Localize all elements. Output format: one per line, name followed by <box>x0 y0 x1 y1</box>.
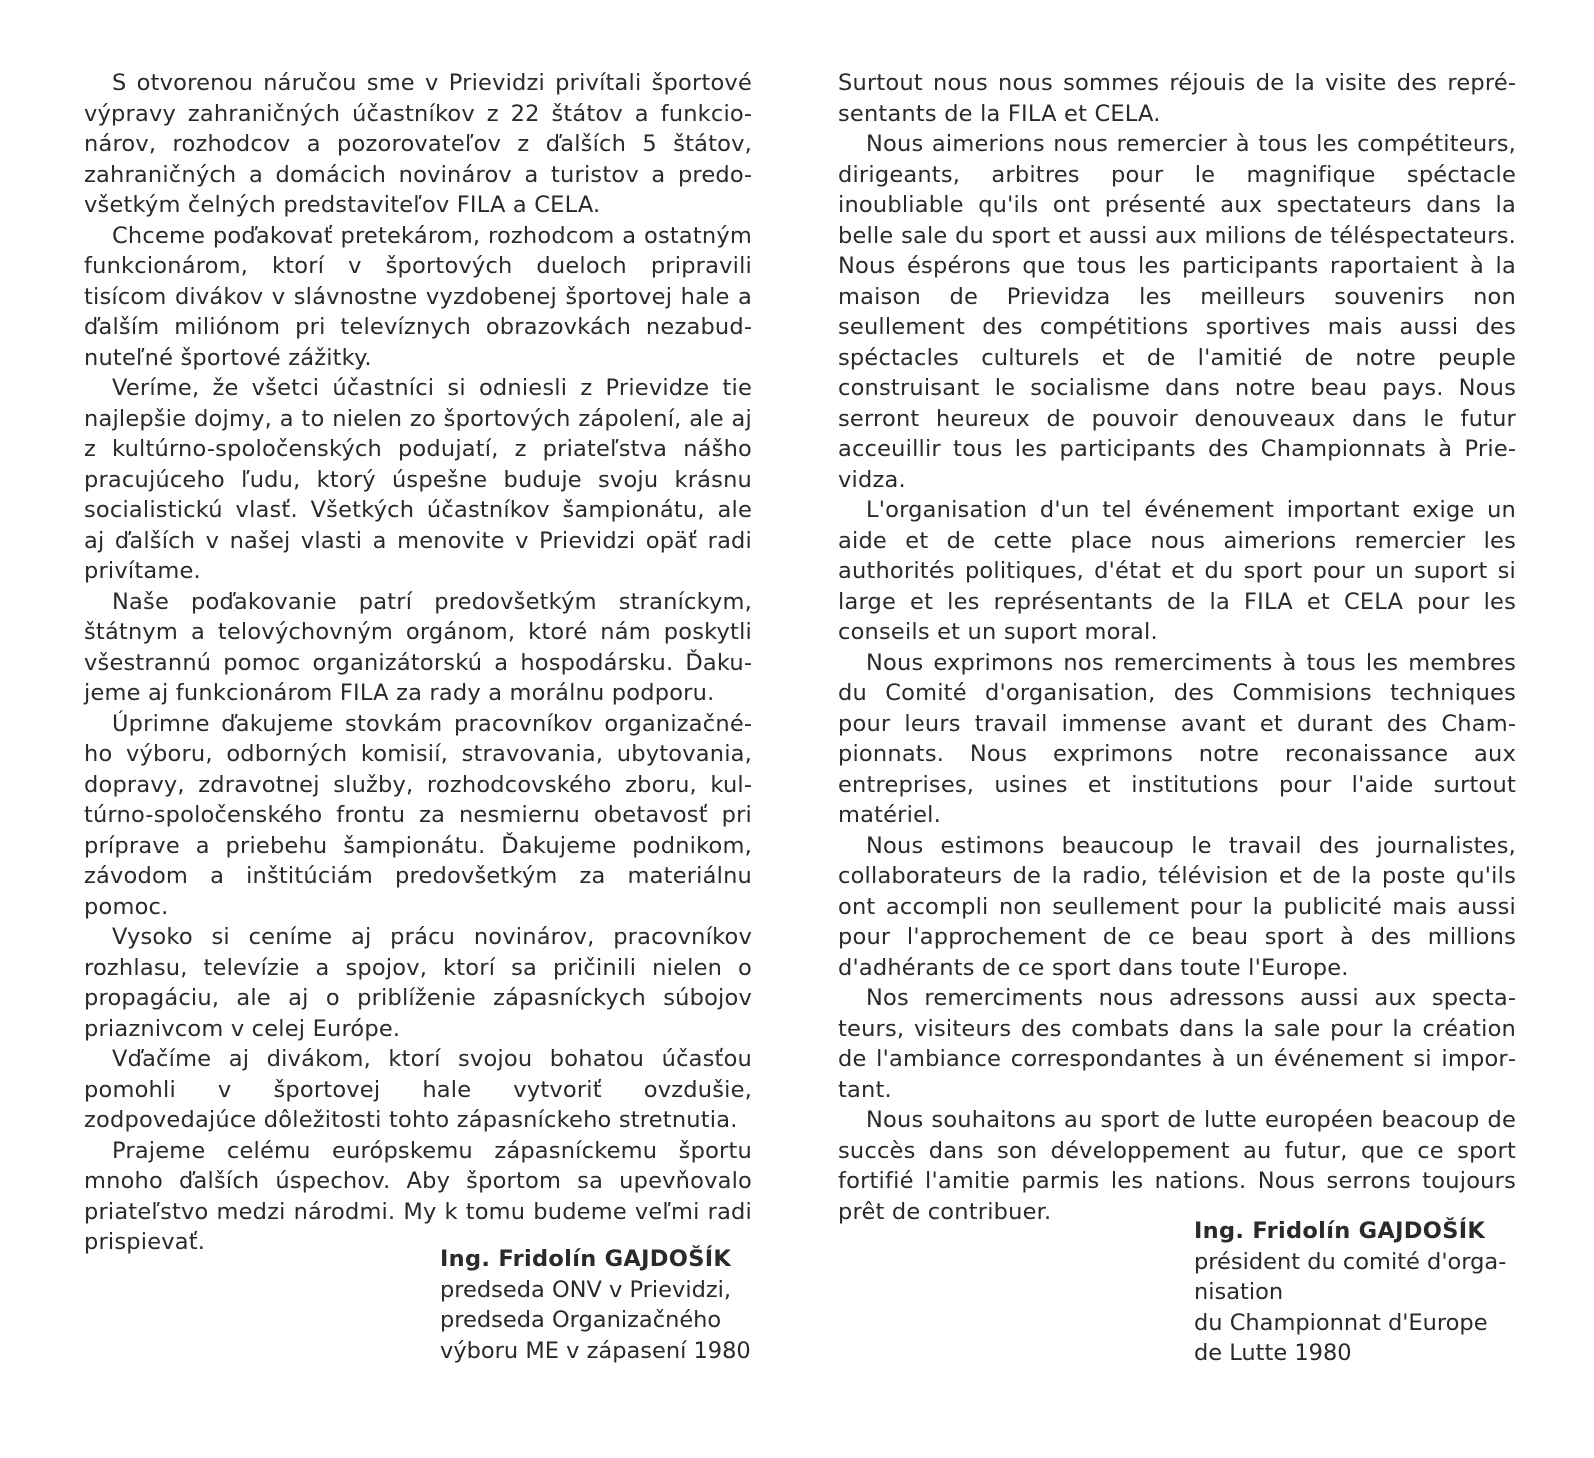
right-signature-block <box>1194 1216 1506 1369</box>
right-column-french <box>838 68 1516 1227</box>
left-paragraph-7: Vďačíme aj divákom, ktorí svojou bohatou účasťou pomohli v športovej hale vytvoriť ovzdušie, zodpovedajúce dôležitosti tohto zápasníckeho stretnutia. <box>84 1046 752 1133</box>
left-paragraph-3: Veríme, že všetci účastníci si odniesli z Prievidze tie najlepšie dojmy, a to nielen zo športových zápolení, ale aj z kultúrno-spoločenských podujatí, z priateľstva nášho pracujúceho ľudu, ktorý úspešne buduje svoju krásnu socialistickú vlasť. Všetkých účastníkov šampionátu, ale aj ďalších v našej vlasti a menovite v Prievidzi opäť radi privítame. <box>84 375 752 584</box>
left-column-slovak <box>84 68 752 1258</box>
left-signature-line-1: predseda ONV v Prievidzi, <box>440 1276 732 1303</box>
left-signature-line-3: výboru ME v zápasení 1980 <box>440 1337 751 1364</box>
right-paragraph-2: Nous aimerions nous remercier à tous les compétiteurs, dirigeants, arbitres pour le magnifique spéctacle inoubliable qu'ils ont présenté aux spectateurs dans la belle sale du sport et aussi aux milions de téléspectateurs. Nous éspérons que tous les participants raportaient à la maison de Prievidza les meilleurs souvenirs non seullement des compétitions sportives mais aussi des spéctacles culturels et de l'amitié de notre peuple construisant le socialisme dans notre beau pays. Nous serront heureux de pouvoir denouveaux dans le futur acceuillir tous les participants des Championnats à Prievidza. <box>838 131 1516 493</box>
right-paragraph-7: Nous souhaitons au sport de lutte européen beacoup de succès dans son développement au futur, que ce sport fortifié l'amitie parmis les nations. Nous serrons toujours prêt de contribuer. <box>838 1107 1516 1225</box>
right-signature-line-2: nisation <box>1194 1279 1284 1305</box>
right-signature-line-4: de Lutte 1980 <box>1194 1340 1352 1366</box>
left-paragraph-4: Naše poďakovanie patrí predovšetkým straníckym, štátnym a telovýchovným orgánom, ktoré nám poskytli všestrannú pomoc organizátorskú a hospodársku. Ďakujeme aj funkcionárom FILA za rady a morálnu podporu. <box>84 588 752 706</box>
left-signature-line-2: predseda Organizačného <box>440 1307 722 1333</box>
right-paragraph-4: Nous exprimons nos remerciments à tous les membres du Comité d'organisation, des Commisions techniques pour leurs travail immense avant et durant des Championnats. Nous exprimons notre reconaissance aux entreprises, usines et institutions pour l'aide surtout matériel. <box>838 649 1516 828</box>
left-paragraph-5: Úprimne ďakujeme stovkám pracovníkov organizačného výboru, odborných komisií, stravovania, ubytovania, dopravy, zdravotnej služby, rozhodcovského zboru, kultúrno-spoločenského frontu za nesmiernu obetavosť pri príprave a priebehu šampionátu. Ďakujeme podnikom, závodom a inštitúciám predovšetkým za materiálnu pomoc. <box>84 710 752 920</box>
right-signature-line-3: du Championnat d'Europe <box>1194 1309 1488 1336</box>
left-paragraph-2: Chceme poďakovať pretekárom, rozhodcom a ostatným funkcionárom, ktorí v športových dueloch pripravili tisícom divákov v slávnostne vyzdobenej športovej hale a ďalším miliónom pri televíznych obrazovkách nezabudnuteľné športové zážitky. <box>84 222 752 371</box>
right-paragraph-3: L'organisation d'un tel événement important exige un aide et de cette place nous aimerions remercier les authorités politiques, d'état et du sport pour un suport si large et les représentants de la FILA et CELA pour les conseils et un suport moral. <box>838 497 1516 645</box>
right-paragraph-1: Surtout nous nous sommes réjouis de la visite des représentants de la FILA et CELA. <box>838 70 1516 127</box>
left-signature-block <box>440 1244 751 1366</box>
left-paragraph-8: Prajeme celému európskemu zápasníckemu športu mnoho ďalších úspechov. Aby športom sa upevňovalo priateľstvo medzi národmi. My k tomu budeme veľmi radi prispievať. <box>84 1137 752 1255</box>
right-paragraph-6: Nos remerciments nous adressons aussi aux spectateurs, visiteurs des combats dans la sale pour la création de l'ambiance correspondantes à un événement si important. <box>838 985 1516 1103</box>
right-signature-line-1: président du comité d'orga- <box>1194 1248 1507 1275</box>
right-paragraph-5: Nous estimons beaucoup le travail des journalistes, collaborateurs de la radio, télévision et de la poste qu'ils ont accompli non seullement pour la publicité mais aussi pour l'approchement de ce beau sport à des millions d'adhérants de ce sport dans toute l'Europe. <box>838 832 1516 981</box>
left-paragraph-1: S otvorenou náručou sme v Prievidzi privítali športové výpravy zahraničných účastníkov z 22 štátov a funkcionárov, rozhodcov a pozorovateľov z ďalších 5 štátov, zahraničných a domácich novinárov a turistov a predovšetkým čelných predstaviteľov FILA a CELA. <box>84 70 752 218</box>
right-signature-name: Ing. Fridolín GAJDOŠÍK <box>1194 1218 1486 1244</box>
left-signature-name: Ing. Fridolín GAJDOŠÍK <box>440 1246 732 1272</box>
left-paragraph-6: Vysoko si ceníme aj prácu novinárov, pracovníkov rozhlasu, televízie a spojov, ktorí sa pričinili nielen o propagáciu, ale aj o priblíženie zápasníckych súbojov priaznivcom v celej Európe. <box>84 924 752 1042</box>
